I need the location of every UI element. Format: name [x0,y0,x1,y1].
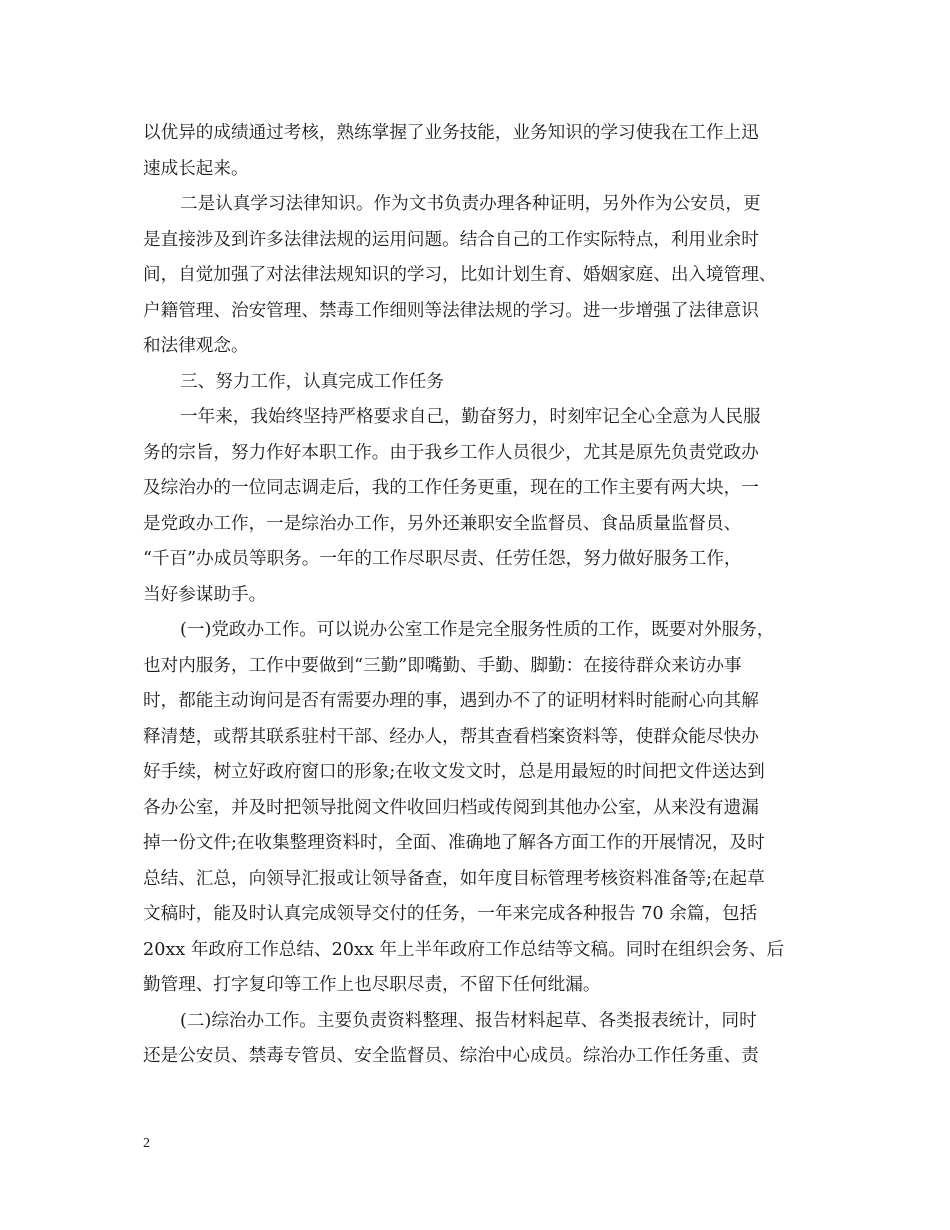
text-line: 速成长起来。 [143,158,249,179]
text-line: 20xx 年政府工作总结、20xx 年上半年政府工作总结等文稿。同时在组织会务、后 [143,939,785,960]
paragraph-start-line: 一年来，我始终坚持严格要求自己，勤奋努力，时刻牢记全心全意为人民服 [180,407,761,427]
section-heading: 三、努力工作，认真完成工作任务 [180,371,444,392]
text-line: 总结、汇总，向领导汇报或让领导备查，如年度目标管理考核资料准备等;在起草 [143,868,765,889]
page-number: 2 [143,1136,150,1151]
text-line: “千百”办成员等职务。一年的工作尽职尽责、任劳任怨，努力做好服务工作， [143,549,742,569]
text-line: 和法律观念。 [143,336,249,356]
text-line: 勤管理、打字复印等工作上也尽职尽责，不留下任何纰漏。 [143,975,601,995]
text-line: 以优异的成绩通过考核，熟练掌握了业务技能，业务知识的学习使我在工作上迅 [143,123,759,143]
text-line: 户籍管理、治安管理、禁毒工作细则等法律法规的学习。进一步增强了法律意识 [143,300,759,321]
text-line: 释清楚，或帮其联系驻村干部、经办人，帮其查看档案资料等，使群众能尽快办 [143,726,759,747]
text-line: 当好参谋助手。 [143,584,267,605]
text-line: 好手续，树立好政府窗口的形象;在收文发文时，总是用最短的时间把文件送达到 [143,762,765,782]
text-line: 掉一份文件;在收集整理资料时，全面、准确地了解各方面工作的开展情况，及时 [143,833,765,853]
text-line: 务的宗旨，努力作好本职工作。由于我乡工作人员很少，尤其是原先负责党政办 [143,442,759,463]
paragraph-start-line: (一)党政办工作。可以说办公室工作是完全服务性质的工作，既要对外服务， [180,620,775,640]
text-line: 及综治办的一位同志调走后，我的工作任务更重，现在的工作主要有两大块，一 [143,478,759,498]
text-line: 也对内服务，工作中要做到“三勤”即嘴勤、手勤、脚勤：在接待群众来访办事 [143,655,742,676]
text-line: 是党政办工作，一是综治办工作，另外还兼职安全监督员、食品质量监督员、 [143,513,742,534]
text-line: 是直接涉及到许多法律法规的运用问题。结合自己的工作实际特点，利用业余时 [143,229,759,250]
text-line: 各办公室，并及时把领导批阅文件收回归档或传阅到其他办公室，从来没有遗漏 [143,797,759,818]
text-line: 时，都能主动询问是否有需要办理的事，遇到办不了的证明材料时能耐心向其解 [143,691,759,711]
paragraph-start-line: (二)综治办工作。主要负责资料整理、报告材料起草、各类报表统计，同时 [180,1010,757,1031]
text-line: 文稿时，能及时认真完成领导交付的任务，一年来完成各种报告 70 余篇，包括 [143,904,758,924]
paragraph-start-line: 二是认真学习法律知识。作为文书负责办理各种证明，另外作为公安员，更 [180,194,761,214]
text-line: 还是公安员、禁毒专管员、安全监督员、综治中心成员。综治办工作任务重、责 [143,1046,759,1066]
text-line: 间，自觉加强了对法律法规知识的学习，比如计划生育、婚姻家庭、出入境管理、 [143,265,777,285]
body-text [143,116,810,1075]
